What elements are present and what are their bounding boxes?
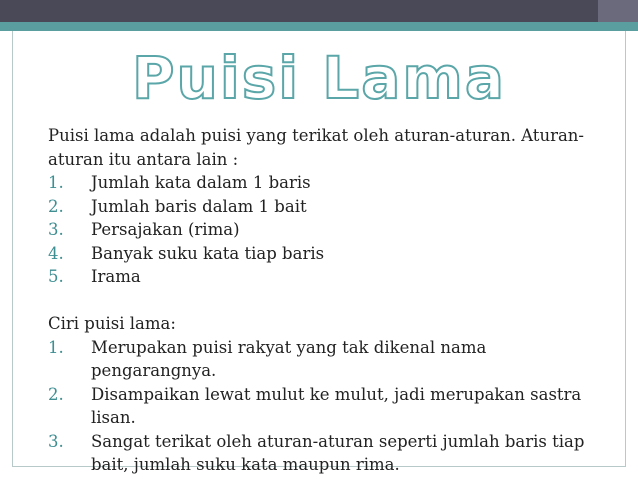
list-text: Disampaikan lewat mulut ke mulut, jadi merupakan sastra lisan.	[91, 384, 582, 427]
list-item	[48, 336, 608, 383]
slide-body	[48, 124, 608, 477]
spacer	[48, 289, 608, 313]
features-heading: Ciri puisi lama:	[48, 314, 176, 333]
list-number: 2.	[48, 384, 64, 404]
list-item	[48, 383, 608, 430]
header-bar	[0, 0, 638, 22]
header-accent	[598, 0, 638, 22]
list-item	[48, 242, 608, 266]
list-item	[48, 171, 608, 195]
list-text: Jumlah kata dalam 1 baris	[91, 173, 311, 192]
list-text: Sangat terikat oleh aturan-aturan seperti jumlah baris tiap bait, jumlah suku kata maupun rima.	[91, 431, 585, 474]
list-text: Merupakan puisi rakyat yang tak dikenal nama pengarangnya.	[91, 337, 487, 380]
rules-list	[48, 171, 608, 289]
list-number: 3.	[48, 431, 64, 451]
intro-text: Puisi lama adalah puisi yang terikat oleh aturan-aturan. Aturan-aturan itu antara lain :	[48, 126, 584, 169]
list-text: Banyak suku kata tiap baris	[91, 243, 325, 263]
list-item	[48, 195, 608, 219]
list-number: 1.	[48, 173, 64, 192]
list-number: 2.	[48, 196, 64, 216]
list-item	[48, 218, 608, 242]
slide-title: Puisi Lama	[132, 44, 506, 112]
list-text: Persajakan (rima)	[91, 220, 240, 239]
list-item	[48, 265, 608, 289]
list-text: Jumlah baris dalam 1 bait	[91, 196, 307, 216]
list-number: 5.	[48, 267, 64, 286]
list-number: 1.	[48, 337, 64, 357]
list-number: 4.	[48, 243, 64, 263]
features-list	[48, 336, 608, 477]
list-number: 3.	[48, 220, 64, 239]
list-text: Irama	[91, 267, 141, 286]
list-item	[48, 430, 608, 477]
header-stripe	[0, 22, 638, 31]
